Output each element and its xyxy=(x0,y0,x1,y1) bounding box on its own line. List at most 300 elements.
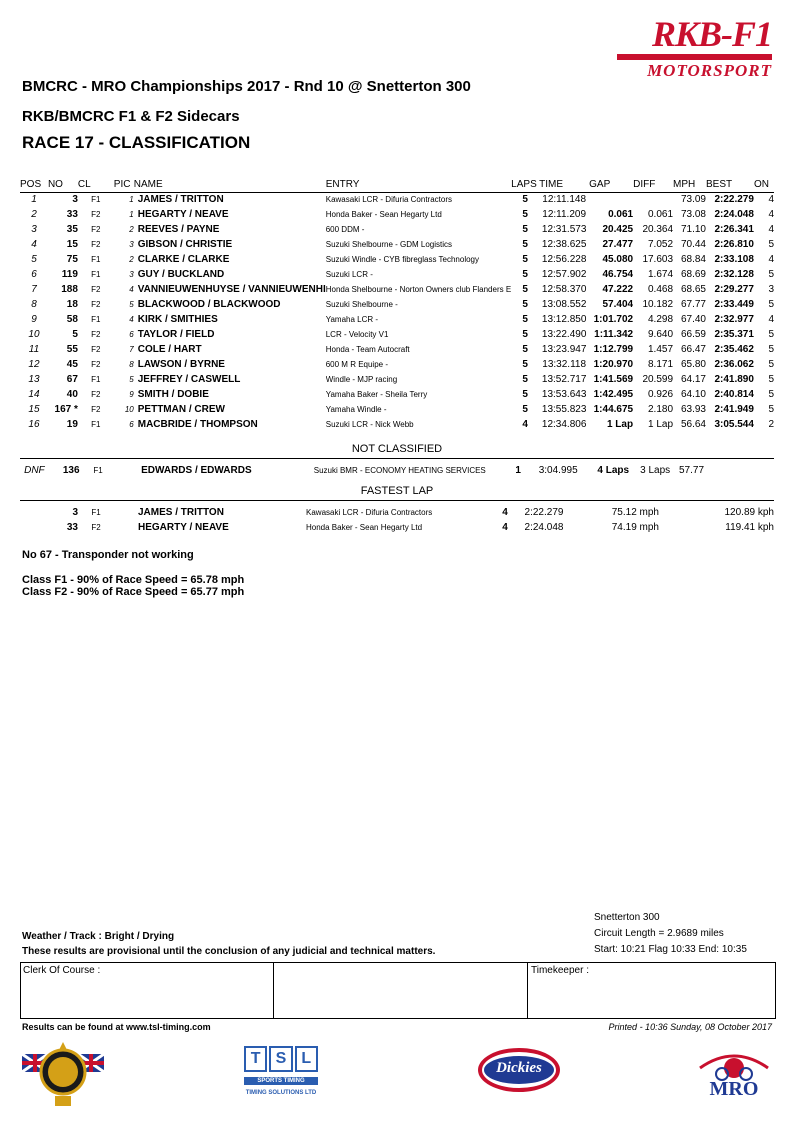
cell-blank xyxy=(114,505,134,520)
cell-diff: 10.182 xyxy=(642,299,674,310)
cell-name: LAWSON / BYRNE xyxy=(137,359,225,370)
cell-kph: 119.41 kph xyxy=(725,522,774,533)
signature-divider-1 xyxy=(273,963,274,1018)
cell-pos: 13 xyxy=(28,374,40,385)
cell-name: JEFFREY / CASWELL xyxy=(137,374,241,385)
cell-pos: 7 xyxy=(31,284,37,295)
cell-gap: 1:01.702 xyxy=(593,314,634,325)
cell-mph: 66.59 xyxy=(680,329,706,340)
cell-best: 2:40.814 xyxy=(714,389,754,400)
cell-entry: Yamaha Windle - xyxy=(325,405,387,414)
cell-pic: 1 xyxy=(129,195,134,204)
cell-on: 5 xyxy=(768,389,774,400)
cell-time: 13:12.850 xyxy=(541,314,587,325)
tsl-letter-t: T xyxy=(244,1046,267,1072)
cell-diff: 20.364 xyxy=(642,224,674,235)
cell-best: 2:33.108 xyxy=(714,254,754,265)
cell-gap: 27.477 xyxy=(602,239,634,250)
cell-laps: 5 xyxy=(522,269,528,280)
table-row xyxy=(20,342,774,357)
transponder-note: No 67 - Transponder not working xyxy=(22,549,194,561)
cell-cl: F2 xyxy=(91,240,101,249)
cell-pos: 12 xyxy=(28,359,40,370)
cell-laps: 5 xyxy=(522,359,528,370)
cell-mph: 66.47 xyxy=(680,344,706,355)
cell-on: 5 xyxy=(768,329,774,340)
cell-blank xyxy=(20,520,48,535)
cell-no: 15 xyxy=(66,239,78,250)
cell-cl: F2 xyxy=(91,405,101,414)
cell-cl: F2 xyxy=(91,285,101,294)
cell-time: 12:11.148 xyxy=(542,194,587,205)
cell-gap: 57.404 xyxy=(602,299,634,310)
col-on: ON xyxy=(753,178,769,190)
cell-laps: 5 xyxy=(522,209,528,220)
cell-kph: 120.89 kph xyxy=(724,507,774,518)
table-row xyxy=(20,505,774,520)
cell-time: 12:38.625 xyxy=(541,239,587,250)
cell-cl: F1 xyxy=(91,508,101,517)
cell-cl: F2 xyxy=(91,225,101,234)
cell-no: 167 * xyxy=(54,404,78,415)
cell-pic: 2 xyxy=(129,255,134,264)
col-time: TIME xyxy=(539,178,564,190)
col-gap: GAP xyxy=(589,178,611,190)
cell-pic: 8 xyxy=(129,360,134,369)
cell-diff: 1.457 xyxy=(648,344,674,355)
cell-time: 12:56.228 xyxy=(541,254,587,265)
cell-pic: 10 xyxy=(124,405,134,414)
cell-name: REEVES / PAYNE xyxy=(137,224,220,235)
cell-laps: 5 xyxy=(522,344,528,355)
rkb-f1-logo xyxy=(617,16,772,79)
cell-pic: 4 xyxy=(129,315,134,324)
cell-name: HEGARTY / NEAVE xyxy=(137,209,229,220)
cell-time: 12:58.370 xyxy=(541,284,587,295)
cell-no: 119 xyxy=(61,269,78,280)
cell-time: 12:11.209 xyxy=(542,209,587,220)
bmcrc-logo xyxy=(20,1040,106,1110)
cell-no: 33 xyxy=(66,209,78,220)
cell-mph: 73.09 xyxy=(680,194,706,205)
cell-on: 4 xyxy=(768,254,774,265)
cell-laps: 5 xyxy=(522,374,528,385)
mro-text: MRO xyxy=(709,1078,759,1100)
cell-best: 2:35.371 xyxy=(714,329,754,340)
table-row xyxy=(20,372,774,387)
cell-pos: 6 xyxy=(31,269,37,280)
cell-entry: 600 DDM - xyxy=(325,225,365,234)
signature-box xyxy=(20,962,776,1019)
cell-cl: F1 xyxy=(91,420,101,429)
cell-entry: Suzuki LCR - Nick Webb xyxy=(325,420,414,429)
cell-diff: 0.926 xyxy=(648,389,674,400)
cell-cl: F1 xyxy=(93,466,103,475)
cell-cl: F1 xyxy=(91,375,101,384)
cell-entry: Yamaha LCR - xyxy=(325,315,379,324)
cell-mph: 70.44 xyxy=(680,239,706,250)
cell-on: 5 xyxy=(768,404,774,415)
logo-sub-text: MOTORSPORT xyxy=(647,61,772,80)
tsl-letter-s: S xyxy=(269,1046,292,1072)
race-times: Start: 10:21 Flag 10:33 End: 10:35 xyxy=(594,944,747,955)
f2-speed-note: Class F2 - 90% of Race Speed = 65.77 mph xyxy=(22,586,245,598)
cell-name: JAMES / TRITTON xyxy=(138,507,224,518)
cell-mph: 73.08 xyxy=(680,209,706,220)
fastest-lap-table xyxy=(20,505,774,535)
cell-pic: 3 xyxy=(129,240,134,249)
circuit-length: Circuit Length = 2.9689 miles xyxy=(594,928,724,939)
table-row xyxy=(20,327,774,342)
not-classified-table xyxy=(20,463,774,478)
cell-pos: 9 xyxy=(31,314,37,325)
cell-no: 5 xyxy=(72,329,78,340)
cell-name: VANNIEUWENHUYSE / VANNIEUWENHI xyxy=(137,284,326,295)
cell-best: 2:41.890 xyxy=(714,374,754,385)
cell-diff: 0.468 xyxy=(648,284,674,295)
cell-pos: 1 xyxy=(31,194,37,205)
cell-entry: Yamaha Baker - Sheila Terry xyxy=(325,390,428,399)
cell-laps: 5 xyxy=(522,194,528,205)
cell-on: 5 xyxy=(768,269,774,280)
cell-time: 13:55.823 xyxy=(541,404,587,415)
cell-name: KIRK / SMITHIES xyxy=(137,314,218,325)
cell-mph: 65.80 xyxy=(680,359,706,370)
cell-pos: 11 xyxy=(28,344,40,355)
cell-laps: 5 xyxy=(522,224,528,235)
fastest-lap-divider xyxy=(20,500,774,501)
cell-no: 45 xyxy=(66,359,78,370)
cell-no: 40 xyxy=(66,389,78,400)
cell-time: 13:53.643 xyxy=(541,389,587,400)
weather-note: Weather / Track : Bright / Drying xyxy=(22,931,175,942)
cell-on: 2 xyxy=(768,419,774,430)
cell-no: 3 xyxy=(72,507,78,518)
mro-logo xyxy=(694,1048,774,1104)
cell-pos: 5 xyxy=(31,254,37,265)
cell-time: 2:22.279 xyxy=(524,507,564,518)
cell-on: 5 xyxy=(768,239,774,250)
cell-diff: 9.640 xyxy=(648,329,674,340)
cell-diff: 1 Lap xyxy=(648,419,674,430)
circuit-info xyxy=(594,910,747,958)
table-row xyxy=(20,387,774,402)
cell-lap: 4 xyxy=(502,522,508,533)
cell-best: 2:32.128 xyxy=(714,269,754,280)
tsl-letter-l: L xyxy=(295,1046,318,1072)
not-classified-divider xyxy=(20,458,774,459)
cell-gap: 0.061 xyxy=(608,209,634,220)
cell-diff: 4.298 xyxy=(648,314,674,325)
cell-diff: 1.674 xyxy=(648,269,674,280)
cell-gap: 1:41.569 xyxy=(593,374,634,385)
cell-cl: F2 xyxy=(91,330,101,339)
cell-entry: LCR - Velocity V1 xyxy=(325,330,389,339)
cell-on: 4 xyxy=(768,224,774,235)
cell-gap xyxy=(589,192,633,207)
cell-no: 33 xyxy=(66,522,78,533)
cell-diff: 17.603 xyxy=(642,254,674,265)
cell-entry: 600 M R Equipe - xyxy=(325,360,388,369)
cell-gap: 46.754 xyxy=(602,269,634,280)
table-row xyxy=(20,192,774,207)
cell-mph: 56.64 xyxy=(680,419,706,430)
table-row xyxy=(20,237,774,252)
cell-no: 19 xyxy=(66,419,78,430)
cell-entry: Honda - Team Autocraft xyxy=(325,345,410,354)
circuit-name: Snetterton 300 xyxy=(594,912,660,923)
results-header-row xyxy=(20,176,774,192)
cell-diff: 0.061 xyxy=(648,209,674,220)
cell-cl: F2 xyxy=(91,523,101,532)
cell-on: 5 xyxy=(768,344,774,355)
cell-best: 2:24.048 xyxy=(714,209,754,220)
table-row xyxy=(20,520,774,535)
clerk-label: Clerk Of Course : xyxy=(23,965,101,976)
cell-time: 3:04.995 xyxy=(538,465,578,476)
col-pos: POS xyxy=(20,178,42,190)
cell-no: 136 xyxy=(62,465,80,476)
table-row xyxy=(20,297,774,312)
cell-pic: 2 xyxy=(129,225,134,234)
cell-cl: F1 xyxy=(91,195,101,204)
tsl-sports-timing: SPORTS TIMING xyxy=(244,1077,318,1085)
cell-pic: 6 xyxy=(129,330,134,339)
cell-no: 3 xyxy=(72,194,78,205)
cell-pic: 5 xyxy=(129,375,134,384)
cell-blank xyxy=(114,520,134,535)
cell-blank xyxy=(20,505,48,520)
cell-lap: 4 xyxy=(502,507,508,518)
cell-mph: 75.12 mph xyxy=(611,507,659,518)
cell-pic xyxy=(117,463,138,478)
table-row xyxy=(20,357,774,372)
col-best: BEST xyxy=(705,178,733,190)
cell-laps: 5 xyxy=(522,329,528,340)
cell-laps: 5 xyxy=(522,299,528,310)
cell-best: 2:22.279 xyxy=(714,194,754,205)
cell-no: 35 xyxy=(66,224,78,235)
cell-cl: F2 xyxy=(91,210,101,219)
cell-name: HEGARTY / NEAVE xyxy=(138,522,229,533)
cell-entry: Honda Baker - Sean Hegarty Ltd xyxy=(325,210,442,219)
cell-name: COLE / HART xyxy=(137,344,202,355)
cell-gap: 1:42.495 xyxy=(593,389,634,400)
cell-no: 67 xyxy=(66,374,78,385)
cell-on xyxy=(753,463,774,478)
tsl-timing-solutions: TIMING SOLUTIONS LTD xyxy=(245,1090,317,1096)
race-title: RACE 17 - CLASSIFICATION xyxy=(22,133,251,152)
cell-time: 13:23.947 xyxy=(541,344,587,355)
cell-entry: Suzuki Shelbourne - xyxy=(325,300,398,309)
table-row xyxy=(20,207,774,222)
cell-best xyxy=(704,463,753,478)
cell-laps: 5 xyxy=(522,404,528,415)
cell-pic: 6 xyxy=(129,420,134,429)
cell-name: MACBRIDE / THOMPSON xyxy=(137,419,258,430)
cell-gap: 20.425 xyxy=(602,224,634,235)
cell-best: 2:26.341 xyxy=(714,224,754,235)
printed-timestamp: Printed - 10:36 Sunday, 08 October 2017 xyxy=(608,1022,772,1032)
tsl-letters xyxy=(244,1046,318,1072)
cell-gap: 1:11.342 xyxy=(594,329,634,340)
not-classified-title: NOT CLASSIFIED xyxy=(351,443,443,455)
table-row xyxy=(20,282,774,297)
cell-on: 3 xyxy=(768,284,774,295)
cell-laps: 4 xyxy=(522,419,528,430)
cell-pos: 4 xyxy=(31,239,37,250)
cell-gap: 1:12.799 xyxy=(593,344,634,355)
cell-name: EDWARDS / EDWARDS xyxy=(141,465,252,476)
fastest-lap-title: FASTEST LAP xyxy=(360,485,434,497)
cell-gap: 1:20.970 xyxy=(593,359,634,370)
cell-on: 5 xyxy=(768,374,774,385)
cell-pos: 15 xyxy=(28,404,40,415)
header-divider xyxy=(20,192,774,193)
col-pic: PIC xyxy=(113,178,131,190)
cell-best: 2:33.449 xyxy=(714,299,754,310)
cell-gap: 47.222 xyxy=(602,284,634,295)
cell-laps: 1 xyxy=(515,465,521,476)
cell-pic: 5 xyxy=(129,300,134,309)
tsl-logo xyxy=(244,1046,318,1102)
logo-bar xyxy=(617,54,772,60)
cell-cl: F2 xyxy=(91,300,101,309)
cell-name: TAYLOR / FIELD xyxy=(137,329,215,340)
cell-diff: 2.180 xyxy=(648,404,674,415)
cell-mph: 68.84 xyxy=(680,254,706,265)
cell-pos: 16 xyxy=(28,419,40,430)
cell-entry: Windle - MJP racing xyxy=(325,375,398,384)
table-row xyxy=(20,222,774,237)
cell-time: 12:57.902 xyxy=(541,269,587,280)
cell-diff xyxy=(633,192,673,207)
cell-name: PETTMAN / CREW xyxy=(137,404,225,415)
cell-time: 2:24.048 xyxy=(524,522,564,533)
cell-no: 58 xyxy=(66,314,78,325)
cell-on: 4 xyxy=(768,314,774,325)
table-row xyxy=(20,312,774,327)
cell-best: 3:05.544 xyxy=(714,419,754,430)
results-table xyxy=(20,176,774,432)
cell-mph: 68.65 xyxy=(680,284,706,295)
cell-cl: F2 xyxy=(91,360,101,369)
cell-mph: 64.10 xyxy=(680,389,706,400)
cell-no: 188 xyxy=(61,284,78,295)
cell-entry: Suzuki Shelbourne - GDM Logistics xyxy=(325,240,453,249)
cell-pos: 10 xyxy=(28,329,40,340)
col-cl: CL xyxy=(77,178,91,190)
cell-gap: 1 Lap xyxy=(606,419,634,430)
cell-time: 13:22.490 xyxy=(541,329,587,340)
cell-name: SMITH / DOBIE xyxy=(137,389,209,400)
cell-diff: 7.052 xyxy=(648,239,674,250)
col-entry: ENTRY xyxy=(325,178,360,190)
cell-name: CLARKE / CLARKE xyxy=(137,254,230,265)
cell-best: 2:32.977 xyxy=(714,314,754,325)
cell-cl: F2 xyxy=(91,390,101,399)
cell-time: 12:31.573 xyxy=(541,224,587,235)
cell-time: 12:34.806 xyxy=(541,419,587,430)
results-url: Results can be found at www.tsl-timing.com xyxy=(22,1022,211,1032)
cell-mph: 71.10 xyxy=(680,224,706,235)
cell-entry: Suzuki BMR - ECONOMY HEATING SERVICES xyxy=(313,466,486,475)
cell-mph: 64.17 xyxy=(680,374,706,385)
cell-cl: F1 xyxy=(91,255,101,264)
cell-laps: 5 xyxy=(522,254,528,265)
cell-laps: 5 xyxy=(522,284,528,295)
cell-pos: 2 xyxy=(31,209,37,220)
table-row xyxy=(20,267,774,282)
cell-entry: Kawasaki LCR - Difuria Contractors xyxy=(306,508,433,517)
cell-best: 2:26.810 xyxy=(714,239,754,250)
cell-diff: 8.171 xyxy=(648,359,674,370)
cell-pos: DNF xyxy=(24,465,45,476)
cell-mph: 57.77 xyxy=(679,465,705,476)
cell-pos: 8 xyxy=(31,299,37,310)
cell-name: GUY / BUCKLAND xyxy=(137,269,225,280)
col-diff: DIFF xyxy=(633,178,656,190)
f1-speed-note: Class F1 - 90% of Race Speed = 65.78 mph xyxy=(22,574,245,586)
cell-cl: F1 xyxy=(91,270,101,279)
cell-name: BLACKWOOD / BLACKWOOD xyxy=(137,299,281,310)
cell-pic: 1 xyxy=(129,210,134,219)
cell-entry: Honda Baker - Sean Hegarty Ltd xyxy=(306,523,423,532)
cell-entry: Suzuki LCR - xyxy=(325,270,373,279)
timekeeper-label: Timekeeper : xyxy=(531,965,589,976)
table-row xyxy=(20,402,774,417)
cell-gap: 4 Laps xyxy=(597,465,630,476)
cell-pic: 3 xyxy=(129,270,134,279)
table-row xyxy=(20,463,774,478)
cell-on: 4 xyxy=(768,194,774,205)
cell-best: 2:29.277 xyxy=(714,284,754,295)
cell-diff: 20.599 xyxy=(642,374,674,385)
cell-mph: 68.69 xyxy=(680,269,706,280)
cell-cl: F2 xyxy=(91,345,101,354)
cell-mph: 74.19 mph xyxy=(611,522,659,533)
cell-pic: 7 xyxy=(129,345,134,354)
cell-no: 18 xyxy=(66,299,78,310)
col-name: NAME xyxy=(133,178,163,190)
cell-on: 5 xyxy=(768,359,774,370)
cell-best: 2:36.062 xyxy=(714,359,754,370)
cell-time: 13:08.552 xyxy=(541,299,587,310)
cell-mph: 63.93 xyxy=(680,404,706,415)
cell-best: 2:35.462 xyxy=(714,344,754,355)
cell-entry: Kawasaki LCR - Difuria Contractors xyxy=(325,195,452,204)
cell-pos: 14 xyxy=(28,389,40,400)
table-row xyxy=(20,252,774,267)
cell-entry: Honda Shelbourne - Norton Owners club Flanders E xyxy=(325,285,512,294)
cell-laps: 5 xyxy=(522,389,528,400)
cell-entry: Suzuki Windle - CYB fibreglass Technology xyxy=(325,255,479,264)
cell-time: 13:32.118 xyxy=(542,359,587,370)
cell-gap: 45.080 xyxy=(602,254,634,265)
table-row xyxy=(20,417,774,432)
cell-time: 13:52.717 xyxy=(541,374,587,385)
cell-laps: 5 xyxy=(522,314,528,325)
cell-cl: F1 xyxy=(91,315,101,324)
cell-no: 55 xyxy=(66,344,78,355)
cell-pic: 9 xyxy=(129,390,134,399)
cell-best: 2:41.949 xyxy=(714,404,754,415)
cell-on: 5 xyxy=(768,299,774,310)
cell-pos: 3 xyxy=(31,224,37,235)
cell-no: 75 xyxy=(66,254,78,265)
cell-name: GIBSON / CHRISTIE xyxy=(137,239,233,250)
cell-laps: 5 xyxy=(522,239,528,250)
